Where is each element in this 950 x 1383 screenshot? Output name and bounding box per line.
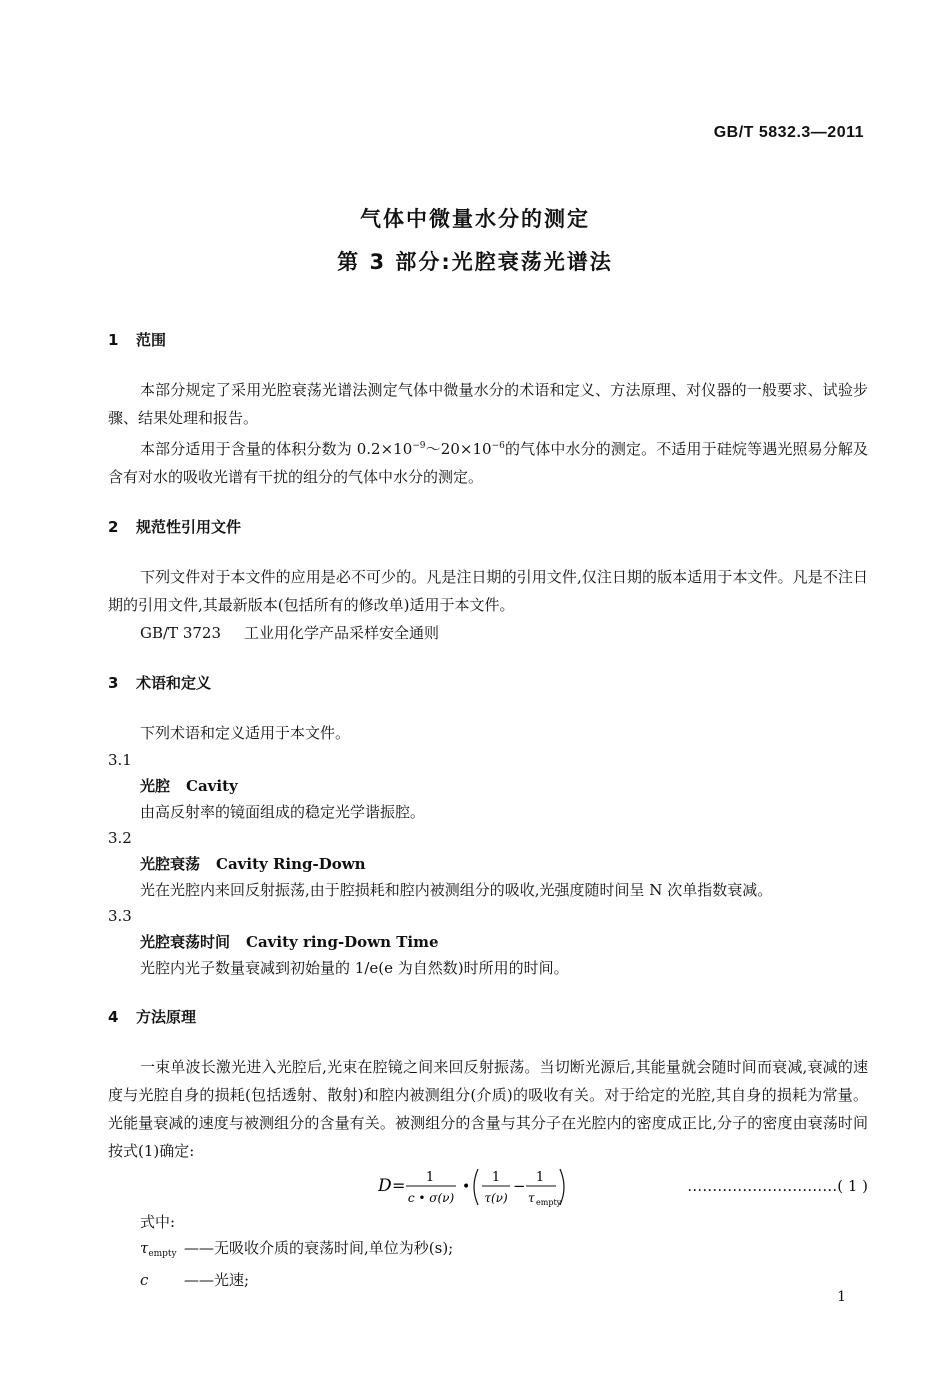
section-title: 规范性引用文件 xyxy=(136,518,242,536)
superscript: −6 xyxy=(491,441,505,451)
fraction3-numerator: 1 xyxy=(535,1170,545,1185)
text-run: 本部分适用于含量的体积分数为 0.2×10 xyxy=(140,440,413,458)
term-en: Cavity xyxy=(186,777,238,795)
section-title: 术语和定义 xyxy=(136,674,212,692)
paragraph xyxy=(108,432,868,491)
text-run: ～20×10 xyxy=(425,440,492,458)
section-number: 2 xyxy=(108,518,119,536)
section-number: 4 xyxy=(108,1008,119,1026)
variable-definition xyxy=(108,1235,868,1267)
section-heading xyxy=(108,1003,868,1031)
document-title-line1: 气体中微量水分的测定 xyxy=(360,207,590,231)
term-entry xyxy=(108,929,868,955)
term-definition: 光腔内光子数量衰减到初始量的 1/e(e 为自然数)时所用的时间。 xyxy=(140,959,569,977)
variable-definition xyxy=(108,1267,868,1299)
where-label: 式中: xyxy=(140,1213,176,1231)
equation-number xyxy=(687,1177,868,1195)
superscript: −9 xyxy=(412,441,426,451)
term-definition: 光在光腔内来回反射振荡,由于腔损耗和腔内被测组分的吸收,光强度随时间呈 N 次单指数衰减。 xyxy=(140,881,773,899)
fraction3-denominator: τ xyxy=(528,1191,535,1205)
fraction2-numerator: 1 xyxy=(491,1170,501,1185)
paragraph: 本部分规定了采用光腔衰荡光谱法测定气体中微量水分的术语和定义、方法原理、对仪器的一般要求、试验步骤、结果处理和报告。 xyxy=(108,381,868,427)
section-heading xyxy=(108,669,868,697)
formula-minus: − xyxy=(513,1177,526,1195)
variable-symbol: c xyxy=(140,1271,149,1289)
page-number: 1 xyxy=(837,1289,846,1305)
clause-number: 3.3 xyxy=(108,907,132,925)
formula-dot: • xyxy=(462,1179,471,1195)
section-heading xyxy=(108,326,868,354)
text-run: 的气体中水分的测定。不适用于硅烷等遇光照易分解及含有对水的吸收光谱有干扰的组分的气体中水分的测定。 xyxy=(108,440,869,486)
equation-leader: ………………………… xyxy=(687,1177,838,1195)
equation-label: ( 1 ) xyxy=(837,1177,868,1195)
term-en: Cavity ring-Down Time xyxy=(246,933,439,951)
term-zh: 光腔衰荡 xyxy=(140,855,201,873)
term-en: Cavity Ring-Down xyxy=(216,855,366,873)
term-entry xyxy=(108,773,868,799)
fraction1-numerator: 1 xyxy=(425,1170,435,1185)
left-paren xyxy=(474,1169,478,1205)
reference-title: 工业用化学产品采样安全通则 xyxy=(244,624,440,642)
clause-number: 3.1 xyxy=(108,751,132,769)
standard-number: GB/T 5832.3—2011 xyxy=(713,124,864,141)
formula-1 xyxy=(108,1165,868,1209)
section-number: 1 xyxy=(108,331,119,349)
section-number: 3 xyxy=(108,674,119,692)
fraction2-denominator: τ(ν) xyxy=(484,1191,508,1205)
paragraph: 下列术语和定义适用于本文件。 xyxy=(140,724,351,742)
reference-code: GB/T 3723 xyxy=(140,624,222,642)
paragraph: 下列文件对于本文件的应用是必不可少的。凡是注日期的引用文件,仅注日期的版本适用于本文件。凡是不注日期的引用文件,其最新版本(包括所有的修改单)适用于本文件。 xyxy=(108,568,868,614)
formula-equals: = xyxy=(392,1176,406,1195)
variable-description: ——光速; xyxy=(184,1271,250,1289)
section-heading xyxy=(108,513,868,541)
document-title-line2: 第 3 部分:光腔衰荡光谱法 xyxy=(337,250,613,274)
paragraph: 一束单波长激光进入光腔后,光束在腔镜之间来回反射振荡。当切断光源后,其能量就会随时间而衰减,衰减的速度与光腔自身的损耗(包括透射、散射)和腔内被测组分(介质)的吸收有关。对于给定的光腔,其自身的损耗为常量。光能量衰减的速度与被测组分的含量有关。被测组分的含量与其分子在光腔内的密度成正比,分子的密度由衰荡时间按式(1)确定: xyxy=(108,1058,868,1160)
term-zh: 光腔衰荡时间 xyxy=(140,933,231,951)
fraction3-denominator-subscript: empty xyxy=(536,1198,562,1207)
fraction1-denominator: c • σ(ν) xyxy=(407,1191,455,1205)
clause-number: 3.2 xyxy=(108,829,132,847)
document-body xyxy=(108,326,868,1299)
term-entry xyxy=(108,851,868,877)
variable-symbol: $\tau_{empty}$ xyxy=(140,1239,177,1259)
formula-expression xyxy=(378,1165,608,1209)
variable-description: ——无吸收介质的衰荡时间,单位为秒(s); xyxy=(184,1239,454,1257)
term-zh: 光腔 xyxy=(140,777,171,795)
section-title: 范围 xyxy=(136,331,167,349)
term-definition: 由高反射率的镜面组成的稳定光学谐振腔。 xyxy=(140,803,426,821)
section-title: 方法原理 xyxy=(136,1008,197,1026)
normative-reference xyxy=(108,619,868,647)
formula-lhs: D xyxy=(378,1176,392,1196)
